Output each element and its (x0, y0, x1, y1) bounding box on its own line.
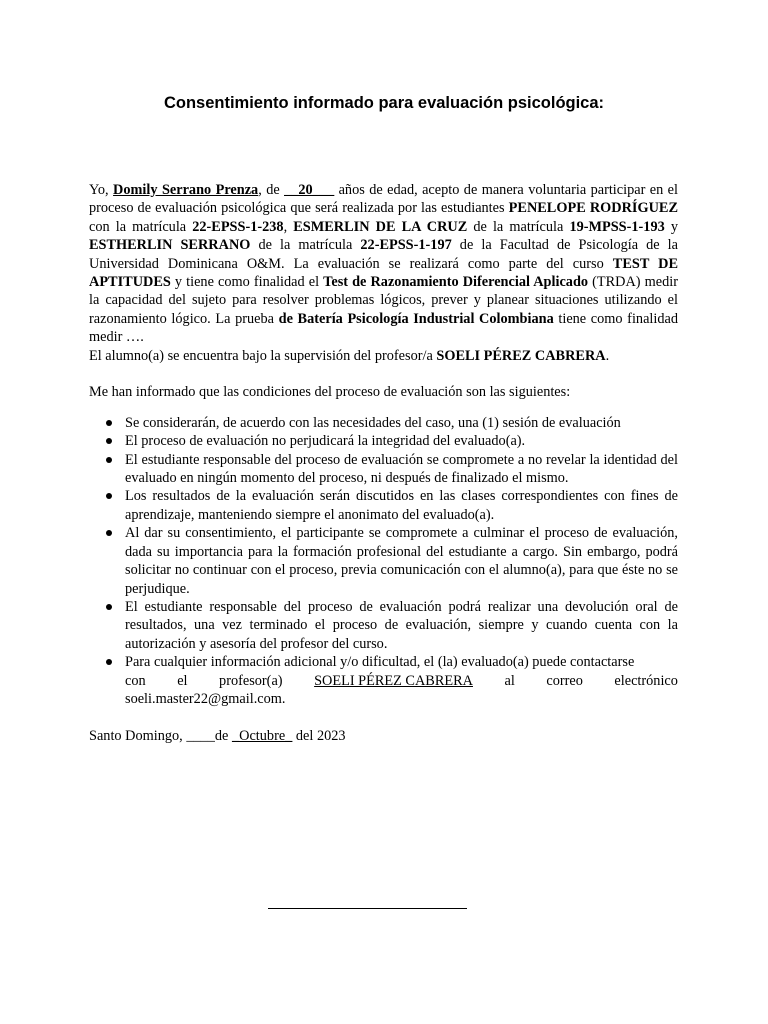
supervision-line (89, 347, 678, 365)
text-segment: profesor(a) (219, 672, 283, 689)
list-item: Los resultados de la evaluación serán discutidos en las clases correspondientes con fines de aprendizaje, manteniendo siempre el anonimato del evaluado(a). (125, 488, 678, 523)
list-item-contact (125, 653, 678, 708)
professor-name: SOELI PÉREZ CABRERA (314, 672, 473, 689)
text-segment: de la matrícula (250, 237, 361, 254)
text-segment: de la matrícula (467, 218, 570, 235)
test-name: Test de Razonamiento Diferencial Aplicado (323, 274, 589, 291)
contact-email: soeli.master22@gmail.com. (125, 690, 286, 707)
student-id: 22-EPSS-1-197 (360, 237, 452, 254)
list-item: Al dar su consentimiento, el participante se compromete a culminar el proceso de evaluación, dada su importancia para la formación profesional del estudiante a cargo. Sin embargo, podrá solicitar no continuar con el proceso, previa comunicación con el alumno(a), para que éste no se perjudique. (125, 525, 678, 597)
conditions-intro: Me han informado que las condiciones del proceso de evaluación son las siguientes: (89, 384, 571, 401)
contact-line (125, 672, 678, 690)
text-segment: al (504, 672, 515, 689)
list-item: Se considerarán, de acuerdo con las necesidades del caso, una (1) sesión de evaluación (125, 414, 678, 432)
list-item: El proceso de evaluación no perjudicará la integridad del evaluado(a). (125, 432, 678, 450)
text-segment: tiene como finalidad medir …. (89, 310, 678, 346)
closing-line (89, 727, 678, 745)
consent-paragraph (89, 181, 678, 347)
list-item: El estudiante responsable del proceso de evaluación podrá realizar una devolución oral de resultados, una vez terminado el proceso de evaluación, siempre y cuando cuenta con la autorización y asesoría del profesor del curso. (125, 598, 678, 652)
text-segment: y tiene como finalidad el (170, 274, 324, 291)
document-title: Consentimiento informado para evaluación psicológica: (163, 94, 605, 112)
professor-name: SOELI PÉREZ CABRERA (436, 347, 606, 364)
course-name: TEST DE APTITUDES (89, 255, 678, 291)
student-name: ESMERLIN DE LA CRUZ (293, 218, 468, 235)
text-segment: electrónico (614, 672, 678, 689)
contact-text: Para cualquier información adicional y/o dificultad, el (la) evaluado(a) puede contactarse (125, 654, 635, 671)
conditions-list (89, 414, 678, 709)
participant-age: __20___ (284, 182, 335, 198)
text-segment: y (664, 218, 678, 235)
text-segment: de (214, 727, 232, 744)
test-name: de Batería Psicología Industrial Colombiana (278, 310, 554, 327)
text-segment: , de (258, 182, 285, 198)
text-segment: correo (546, 672, 583, 689)
closing-day: ____ (186, 727, 215, 744)
text-segment: con (125, 672, 146, 689)
student-name: PENELOPE RODRÍGUEZ (508, 200, 678, 217)
text-segment: Yo, (89, 182, 114, 198)
closing-month: _Octubre_ (231, 727, 293, 744)
text-segment: , (283, 218, 294, 235)
text-segment: años de edad, acepto de manera voluntaria participar en el proceso de evaluación psicológica que será realizada por las estudiantes (89, 182, 678, 217)
closing-year: del 2023 (292, 727, 346, 744)
text-segment: con la matrícula (89, 218, 193, 235)
text-segment: (TRDA) medir la capacidad del sujeto para resolver problemas lógicos, prever y planear situaciones utilizando el razonamiento lógico. La prueba (89, 274, 678, 327)
participant-name: Domily Serrano Prenza (113, 182, 259, 198)
text-segment: de la Facultad de Psicología de la Universidad Dominicana O&M. La evaluación se realizará como parte del curso (89, 237, 679, 272)
text-segment: El alumno(a) se encuentra bajo la supervisión del profesor/a (89, 347, 437, 364)
student-id: 22-EPSS-1-238 (192, 218, 284, 235)
document-body (89, 181, 678, 745)
list-item: El estudiante responsable del proceso de evaluación se compromete a no revelar la identidad del evaluado en ningún momento del proceso, ni después de finalizado el mismo. (125, 451, 678, 487)
closing-place: Santo Domingo, (89, 727, 187, 744)
signature-line (268, 908, 467, 909)
text-segment: el (177, 672, 188, 689)
text-segment: . (605, 347, 610, 364)
student-id: 19-MPSS-1-193 (569, 218, 665, 235)
student-name: ESTHERLIN SERRANO (89, 237, 251, 254)
